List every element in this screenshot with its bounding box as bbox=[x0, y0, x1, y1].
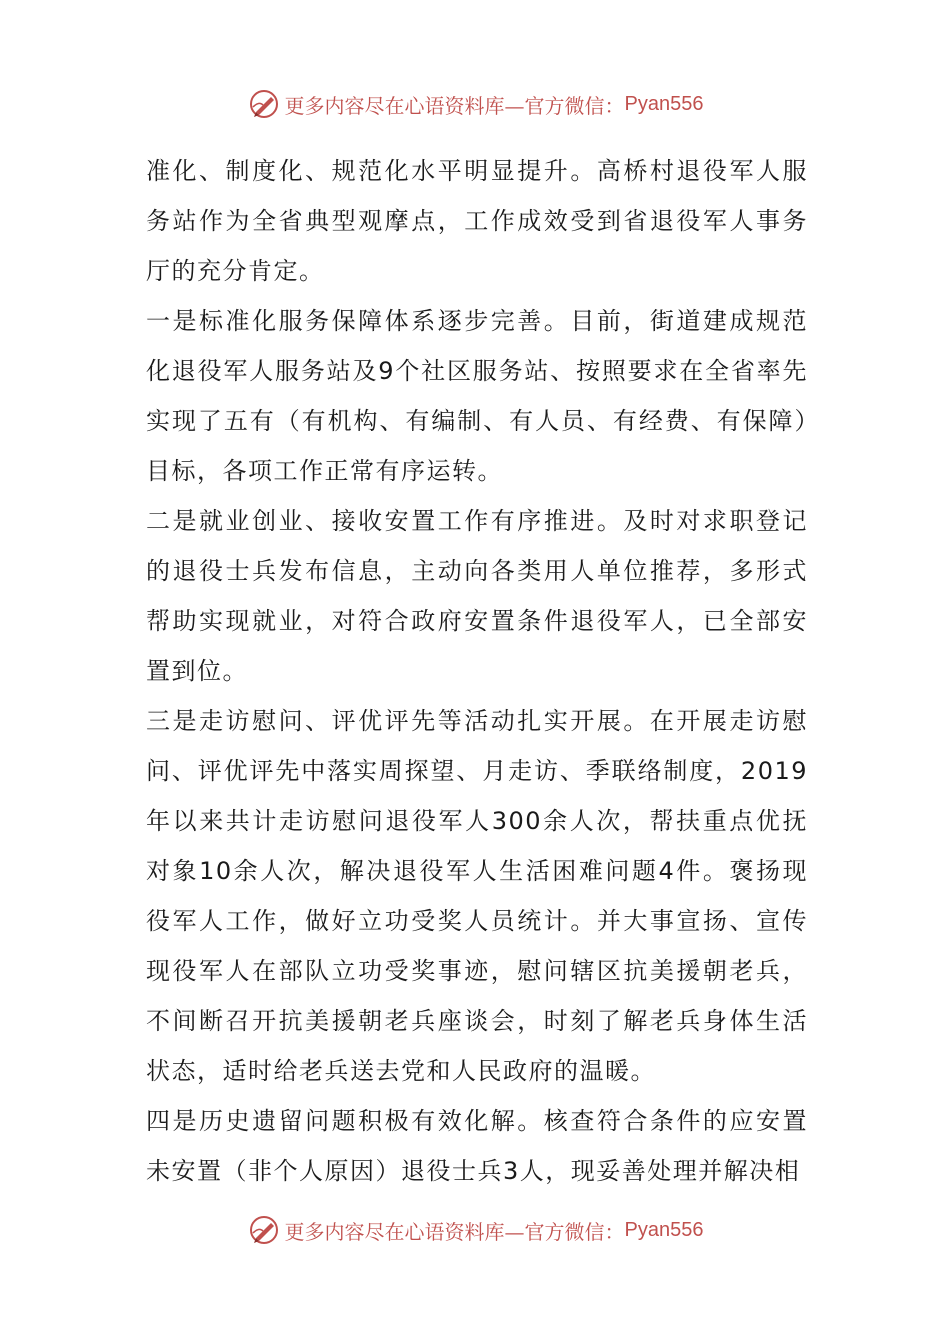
watermark-text: 更多内容尽在心语资料库—官方微信： bbox=[284, 1219, 625, 1244]
paragraph-three: 三是走访慰问、评优评先等活动扎实开展。在开展走访慰问、评优评先中落实周探望、月走访、季联络制度，2019年以来共计走访慰问退役军人300余人次，帮扶重点优抚对象10余人次，解决退役军人生活困难问题4件。褒扬现役军人工作，做好立功受奖人员统计。并大事宣扬、宣传现役军人在部队立功受奖事迹，慰问辖区抗美援朝老兵，不间断召开抗美援朝老兵座谈会，时刻了解老兵身体生活状态，适时给老兵送去党和人民政府的温暖。 bbox=[146, 707, 808, 1085]
paragraph-one: 一是标准化服务保障体系逐步完善。目前，街道建成规范化退役军人服务站及9个社区服务站、按照要求在全省率先实现了五有（有机构、有编制、有人员、有经费、有保障）目标，各项工作正常有序运转。 bbox=[146, 307, 808, 485]
paragraph-two: 二是就业创业、接收安置工作有序推进。及时对求职登记的退役士兵发布信息，主动向各类用人单位推荐，多形式帮助实现就业，对符合政府安置条件退役军人，已全部安置到位。 bbox=[146, 507, 808, 685]
paragraph-four: 四是历史遗留问题积极有效化解。核查符合条件的应安置未安置（非个人原因）退役士兵3人，现妥善处理并解决相 bbox=[146, 1107, 808, 1185]
document-body bbox=[146, 146, 808, 1196]
watermark-wechat-id: Pyan556 bbox=[624, 1218, 704, 1241]
header-watermark bbox=[0, 84, 950, 124]
watermark-text: 更多内容尽在心语资料库—官方微信： bbox=[284, 93, 625, 118]
pen-logo-icon bbox=[247, 87, 281, 121]
footer-watermark bbox=[0, 1210, 950, 1250]
pen-logo-icon bbox=[247, 1213, 281, 1247]
watermark-wechat-id: Pyan556 bbox=[624, 92, 704, 115]
paragraph-continuation: 准化、制度化、规范化水平明显提升。高桥村退役军人服务站作为全省典型观摩点，工作成效受到省退役军人事务厅的充分肯定。 bbox=[146, 157, 808, 285]
